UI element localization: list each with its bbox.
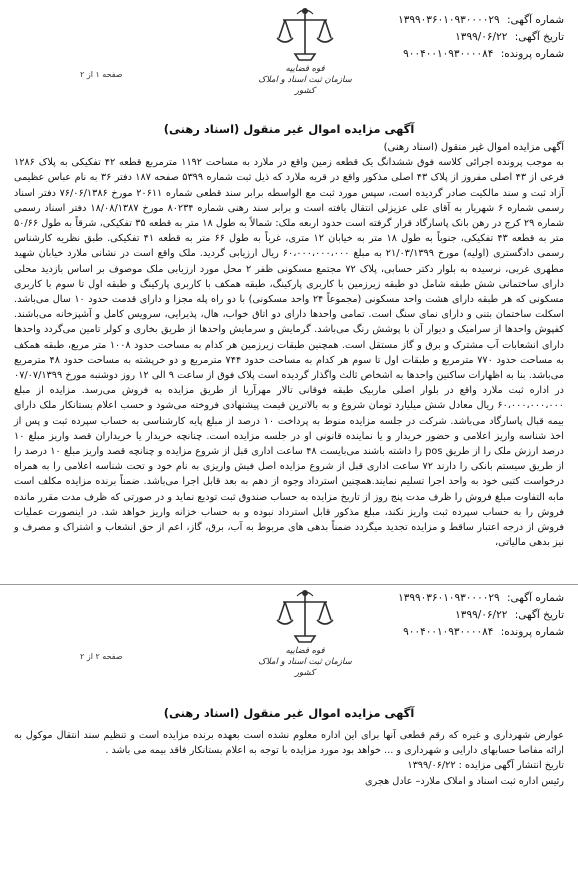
notice-paragraph: عوارض شهرداری و غیره که رقم قطعی آنها برای این اداره معلوم نشده است بعهده برنده مزایده است و تنظیم سند انتقال موکول به ارائه مفاصا حسابهای دارایی و شهرداری و ... خواهد بود مورد مزایده با توجه به اعلام بستانکار فاقد بیمه می باشد . (14, 730, 564, 757)
notice-number: ۱۳۹۹۰۳۶۰۱۰۹۳۰۰۰۰۲۹ (398, 14, 500, 26)
file-number-label: شماره پرونده: (500, 48, 564, 60)
file-number-label: شماره پرونده: (500, 626, 564, 638)
judiciary-emblem (250, 588, 360, 679)
notice-date-label: تاریخ آگهی: (514, 609, 564, 621)
file-number-row (398, 46, 564, 63)
publication-date: تاریخ انتشار آگهی مزایده : ۱۳۹۹/۰۶/۲۲ (407, 760, 564, 772)
notice-date-row (398, 607, 564, 624)
notice-date-label: تاریخ آگهی: (514, 31, 564, 43)
notice-subtitle: آگهی مزایده اموال غیر منقول (اسناد رهنی) (383, 142, 564, 153)
scales-of-justice-icon (273, 6, 337, 64)
notice-body (14, 140, 564, 550)
file-number: ۹۰۰۴۰۰۱۰۹۳۰۰۰۰۸۴ (403, 48, 494, 60)
judiciary-emblem (250, 6, 360, 97)
notice-date: ۱۳۹۹/۰۶/۲۲ (455, 31, 508, 43)
notice-number: ۱۳۹۹۰۳۶۰۱۰۹۳۰۰۰۰۲۹ (398, 592, 500, 604)
notice-number-row (398, 12, 564, 29)
notice-page-2 (0, 588, 578, 878)
emblem-org-label: سازمان ثبت اسناد و املاک کشور (258, 657, 352, 678)
notice-number-row (398, 590, 564, 607)
page-number: صفحه ۲ از ۲ (80, 652, 123, 661)
notice-body (14, 728, 564, 789)
notice-number-label: شماره آگهی: (506, 592, 564, 604)
file-number-row (398, 624, 564, 641)
scales-of-justice-icon (273, 588, 337, 646)
notice-meta (398, 12, 564, 63)
emblem-judiciary-label: قوه قضاییه (285, 646, 325, 656)
emblem-org-label: سازمان ثبت اسناد و املاک کشور (258, 75, 352, 96)
signature-line: رئیس اداره ثبت اسناد و املاک ملارد– عادل هجری (364, 775, 564, 787)
notice-number-label: شماره آگهی: (506, 14, 564, 26)
page-number: صفحه ۱ از ۲ (80, 70, 123, 79)
notice-date: ۱۳۹۹/۰۶/۲۲ (455, 609, 508, 621)
page-divider (0, 584, 578, 585)
notice-date-row (398, 29, 564, 46)
notice-title: آگهی مزایده اموال غیر منقول (اسناد رهنی) (163, 706, 415, 720)
file-number: ۹۰۰۴۰۰۱۰۹۳۰۰۰۰۸۴ (403, 626, 494, 638)
emblem-judiciary-label: قوه قضاییه (285, 64, 325, 74)
notice-meta (398, 590, 564, 641)
notice-paragraph: به موجب پرونده اجرائی کلاسه فوق ششدانگ یک قطعه زمین واقع در ملارد به مساحت ۱۱۹۲ مترمربع قطعه ۴۲ تفکیکی به پلاک ۱۲۸۶ فرعی از ۴۳ اصلی مفروز از پلاک ۴۳ اصلی مذکور واقع در قریه ملارد که ذیل ثبت شماره ۵۳۹۹ صفحه ۱۸۷ دفتر ۳۶ به نام عباس عظیمی آزاد ثبت و سند مالکیت صادر گردیده است، سپس مورد ثبت مع الواسطه برابر سند قطعی شماره ۲۰۶۱۱ مورخ ۷۶/۰۶/۱۳۸۶ دفتر اسناد رسمی شماره ۶ شهریار به آقای علی عزیزلی انتقال یافته است و برابر سند رهنی شماره ۸۰۲۳۴ مورخ ۱۸/۰۸/۱۳۸۷ دفتر اسناد رسمی شماره ۲۹ کرج در رهن بانک پاسارگاد قرار گرفته است حدود اربعه ملک: شمالاً به طول ۱۸ متر به قطعه ۳۵ تفکیکی، شرقاً به طول ۵۰/۶۶ متر به قطعه ۴۳ تفکیکی، جنوباً به طول ۱۸ متر به خیابان ۱۲ متری، غرباً به طول ۶۶ متر به قطعه ۴۱ تفکیکی. طبق نظریه کارشناس رسمی دادگستری (اولیه) مورخ ۲۱/۰۳/۱۳۹۹ به مبلغ ۶۰،۰۰۰،۰۰۰،۰۰۰ ریال ارزیابی گردید. ملک واقع است در نشانی ملارد خیابان شهید مطهری غربی، نرسیده به بلوار دکتر حسابی، پلاک ۷۲ مجتمع مسکونی ظفر ۲ محل مورد ارزیابی ملک موصوف بر اساس بازدید محلی دارای ساختمانی شش طبقه شامل دو طبقه زیرزمین با کاربری پارکینگ، طبقه همکف با کاربری پارکینگ و طبقه اول تا سوم با کاربری مسکونی که هر طبقه دارای هشت واحد مسکونی (مجموعاً ۲۴ واحد مسکونی) با دو راه پله مجزا و دارای قدمت حدود ۱۰ سال می‌باشد. اسکلت ساختمان بتنی و دارای نمای سنگ است. تمامی واحدها دارای دو اتاق خواب، هال، پذیرایی، سرویس کامل و آشپزخانه می‌باشند. کفپوش واحدها از سرامیک و دیوار آن با پوشش رنگ می‌باشد. گرمایش و سرمایش واحدها از طریق بخاری و کولر تامین می‌گردد واحدها دارای انشعابات آب مشترک و برق و گاز مستقل است. همچنین طبقات زیرزمین هر کدام به مساحت حدود ۱۰۰۸ متر مربع، طبقه همکف به مساحت حدود ۷۷۰ مترمربع و طبقات اول تا سوم هر کدام به مساحت حدود ۷۴۴ مترمربع و دو خرپشته به مساحت حدود ۴۸ مترمربع می‌باشد. بنا به اظهارات ساکنین واحدها به اشخاص ثالث واگذار گردیده است پلاک فوق از ساعت ۹ الی ۱۲ روز دوشنبه مورخ ۰۷/۰۷/۱۳۹۹ در اداره ثبت ملارد واقع در بلوار اصلی ماربیک طبقه فوقانی تالار مهرآریا از طریق مزایده به فروش می‌رسد. مزایده از مبلغ ۶۰،۰۰۰،۰۰۰،۰۰۰ ریال معادل شش میلیارد تومان شروع و به بالاترین قیمت پیشنهادی فروخته می‌شود و حسب اعلام بستانکار ملک دارای بیمه قبال پاسارگاد می‌باشد. شرکت در جلسه مزایده منوط به پرداخت ۱۰ درصد از مبلغ پایه کارشناسی به حساب سپرده ثبت و پس از اخذ شناسه واریز اعلامی و حضور خریدار و یا نماینده قانونی او در جلسه مزایده است. چنانچه خریدار یا خریداران قصد واریز مبلغ ۱۰ درصد ارزش ملک را از طریق pos را داشته باشند می‌بایست ۴۸ ساعت اداری قبل از شروع مزایده و چنانچه قصد واریز مبلغ ۱۰ درصد را از طریق سیستم بانکی را دارند ۷۲ ساعت اداری قبل از شروع مزایده اصل فیش واریزی به نام خود و تحت شناسه اعلامی را به همراه درخواست کتبی خود به واحد اجرا تسلیم نمایند.همچنین استرداد وجوه از دهم به بعد قابل اجرا می‌باشد. ضمناً برنده مزایده مکلف است مابه التفاوت مبلغ فروش را ظرف مدت پنج روز از تاریخ مزایده به حساب صندوق ثبت تودیع نماید و در صورتی که ظرف مدت مقرر مانده فروش را به حساب سپرده ثبت واریز نکند، مبلغ مذکور قابل استرداد نبوده و به حساب خزانه واریز خواهد شد. در اینصورت عملیات فروش از درجه اعتبار ساقط و مزایده تجدید میگردد ضمناً بدهی های مربوط به آب، برق، گاز، اعم از حق انشعاب و اشتراک و مصرف و نیز بدهی مالیاتی، (14, 157, 565, 549)
notice-title: آگهی مزایده اموال غیر منقول (اسناد رهنی) (163, 122, 415, 136)
